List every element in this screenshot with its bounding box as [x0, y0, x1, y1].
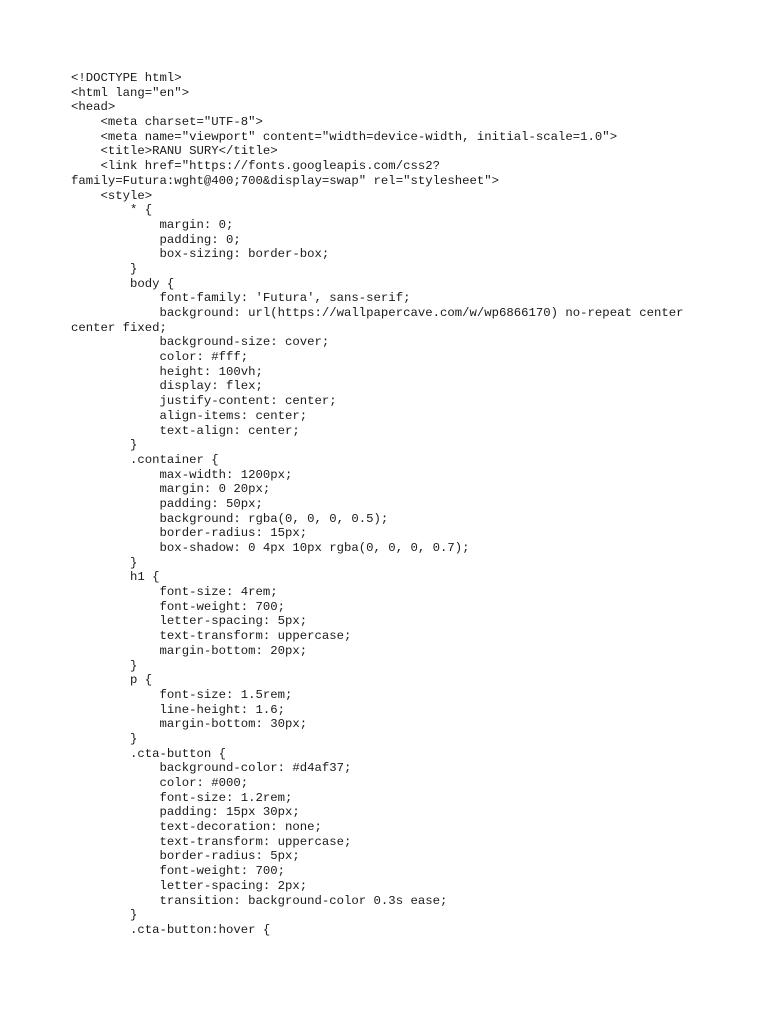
- code-line: .cta-button:hover {: [71, 922, 271, 937]
- code-line: <link href="https://fonts.googleapis.com/css2?: [71, 159, 440, 174]
- code-line: <style>: [71, 188, 153, 203]
- code-line: <!DOCTYPE html>: [71, 71, 182, 85]
- code-line: }: [71, 731, 138, 746]
- code-line: padding: 50px;: [71, 496, 263, 511]
- code-line: <title>RANU SURY</title>: [71, 144, 278, 159]
- code-line: align-items: center;: [71, 408, 308, 423]
- code-line: family=Futura:wght@400;700&display=swap" rel="stylesheet">: [71, 173, 500, 188]
- code-line: text-decoration: none;: [71, 820, 322, 835]
- code-line: }: [71, 658, 138, 673]
- code-line: font-size: 1.5rem;: [71, 687, 293, 702]
- code-line: font-weight: 700;: [71, 864, 286, 879]
- code-line: }: [71, 261, 138, 276]
- code-line: display: flex;: [71, 379, 263, 394]
- code-line: }: [71, 555, 138, 570]
- code-line: text-transform: uppercase;: [71, 629, 352, 644]
- code-line: transition: background-color 0.3s ease;: [71, 893, 448, 908]
- code-line: border-radius: 15px;: [71, 526, 308, 541]
- code-line: border-radius: 5px;: [71, 849, 300, 864]
- code-line: background: url(https://wallpapercave.com/w/wp6866170) no-repeat center: [71, 306, 684, 320]
- code-line: }: [71, 438, 138, 453]
- code-line: p {: [71, 673, 153, 688]
- code-line: background-size: cover;: [71, 335, 330, 350]
- code-line: }: [71, 908, 138, 923]
- code-line: background-color: #d4af37;: [71, 761, 352, 776]
- code-line: padding: 15px 30px;: [71, 805, 300, 820]
- code-line: font-weight: 700;: [71, 599, 286, 614]
- code-line: margin-bottom: 20px;: [71, 643, 308, 658]
- code-line: center fixed;: [71, 320, 167, 335]
- code-line: color: #000;: [71, 776, 249, 790]
- code-line: line-height: 1.6;: [71, 702, 286, 717]
- code-line: box-sizing: border-box;: [71, 247, 330, 262]
- code-line: margin: 0;: [71, 217, 234, 232]
- code-line: color: #fff;: [71, 350, 249, 365]
- code-line: font-size: 4rem;: [71, 585, 278, 600]
- code-line: <html lang="en">: [71, 85, 190, 100]
- code-line: background: rgba(0, 0, 0, 0.5);: [71, 511, 389, 526]
- code-line: <meta name="viewport" content="width=device-width, initial-scale=1.0">: [71, 129, 618, 144]
- code-line: font-size: 1.2rem;: [71, 790, 293, 805]
- code-line: text-transform: uppercase;: [71, 834, 352, 849]
- code-line: <head>: [71, 100, 116, 115]
- code-line: margin-bottom: 30px;: [71, 717, 308, 732]
- code-line: text-align: center;: [71, 423, 300, 438]
- code-listing: [71, 71, 711, 938]
- code-line: letter-spacing: 2px;: [71, 878, 308, 893]
- code-line: font-family: 'Futura', sans-serif;: [71, 291, 411, 306]
- code-line: justify-content: center;: [71, 394, 337, 409]
- code-line: * {: [71, 203, 153, 218]
- code-line: max-width: 1200px;: [71, 467, 293, 482]
- code-line: .container {: [71, 452, 219, 467]
- code-line: body {: [71, 276, 175, 291]
- code-line: letter-spacing: 5px;: [71, 614, 308, 629]
- code-line: h1 {: [71, 570, 160, 585]
- code-line: .cta-button {: [71, 746, 226, 761]
- code-line: height: 100vh;: [71, 364, 263, 379]
- code-line: <meta charset="UTF-8">: [71, 115, 263, 130]
- code-line: box-shadow: 0 4px 10px rgba(0, 0, 0, 0.7);: [71, 541, 470, 555]
- code-line: margin: 0 20px;: [71, 482, 271, 497]
- code-line: padding: 0;: [71, 232, 241, 247]
